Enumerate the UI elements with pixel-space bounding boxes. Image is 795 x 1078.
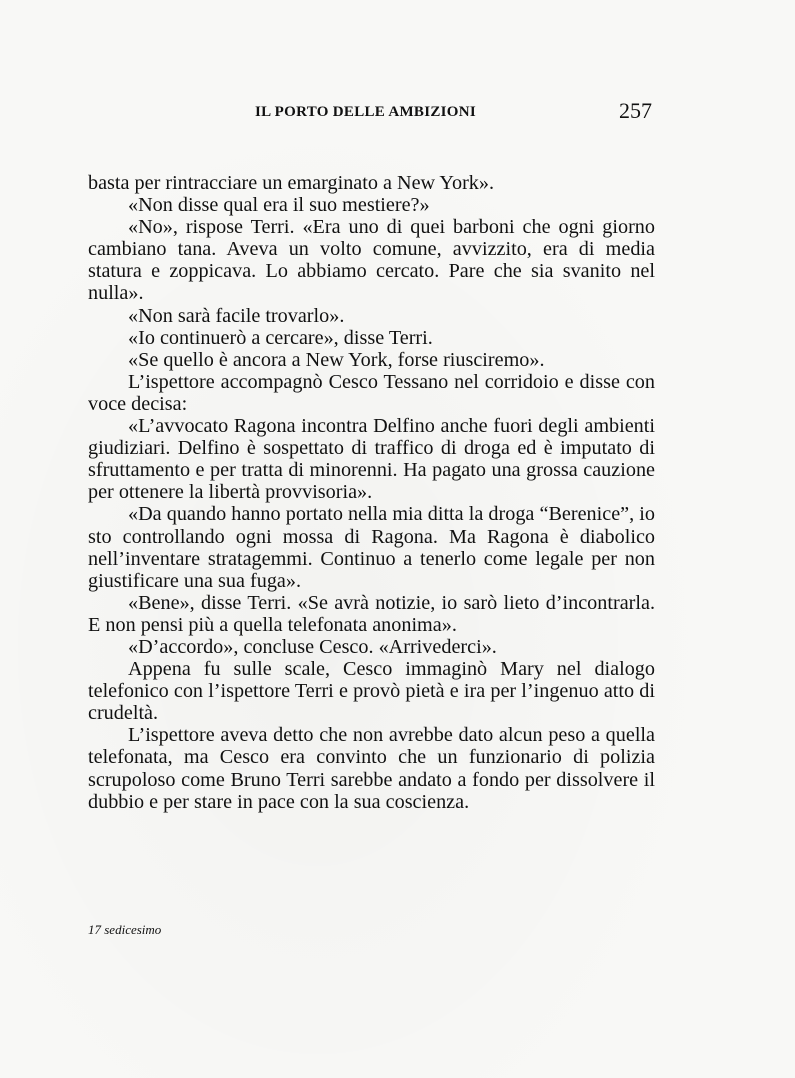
paragraph: «Non sarà facile trovarlo». [128, 304, 345, 327]
printer-signature-mark: 17 sedicesimo [88, 922, 162, 937]
paragraph: «No», rispose Terri. «Era uno di quei barboni che ogni giorno cambiano tana. Aveva un volto comune, avvizzito, era di media statura e zoppicava. Lo abbiamo cercato. Pare che sia svanito nel nulla». [88, 216, 655, 305]
paragraph: «L’avvocato Ragona incontra Delfino anche fuori degli ambienti giudiziari. Delfino è sospettato di traffico di droga ed è imputato di sfruttamento e per tratta di minorenni. Ha pagato una grossa cauzione per ottenere la libertà provvisoria». [88, 415, 655, 504]
paragraph: «Io continuerò a cercare», disse Terri. [128, 326, 433, 349]
paragraph: «D’accordo», concluse Cesco. «Arrivederci». [128, 635, 497, 658]
paragraph: basta per rintracciare un emarginato a New York». [88, 172, 495, 194]
paragraph: L’ispettore aveva detto che non avrebbe dato alcun peso a quella telefonata, ma Cesco era convinto che un funzionario di polizia scrupoloso come Bruno Terri sarebbe andato a fondo per dissolvere il dubbio e per stare in pace con la sua coscienza. [88, 724, 655, 813]
running-head-title: IL PORTO DELLE AMBIZIONI [255, 104, 477, 120]
paragraph: «Se quello è ancora a New York, forse riusciremo». [128, 348, 545, 371]
paragraph: «Non disse qual era il suo mestiere?» [128, 194, 430, 217]
paragraph: «Bene», disse Terri. «Se avrà notizie, io sarò lieto d’incontrarla. E non pensi più a quella telefonata anonima». [88, 591, 655, 636]
paragraph: L’ispettore accompagnò Cesco Tessano nel corridoio e disse con voce decisa: [88, 370, 655, 415]
page-number: 257 [619, 98, 652, 123]
body-text [88, 172, 655, 813]
paragraph: Appena fu sulle scale, Cesco immaginò Mary nel dialogo telefonico con l’ispettore Terri e provò pietà e ira per l’ingenuo atto di crudeltà. [88, 658, 655, 725]
paragraph: «Da quando hanno portato nella mia ditta la droga “Berenice”, io sto controllando ogni mossa di Ragona. Ma Ragona è diabolico nell’inventare stratagemmi. Continuo a tenerlo come legale per non giustificare una sua fuga». [88, 503, 655, 592]
